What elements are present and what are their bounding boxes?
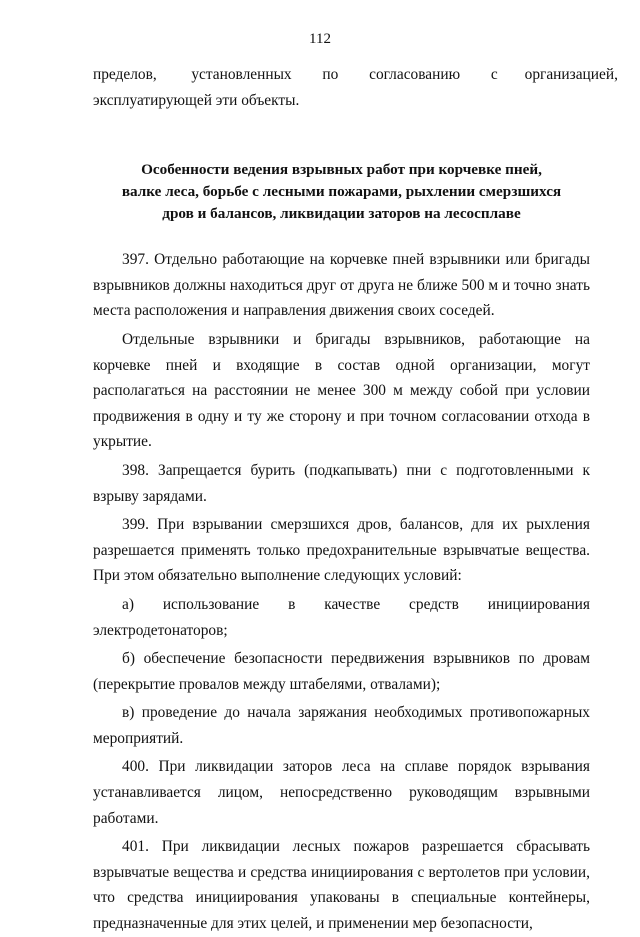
section-heading-line-2: валке леса, борьбе с лесными пожарами, рыхлении смерзшихся [121, 183, 562, 201]
paragraph-399-a: а) использование в качестве средств инициирования электродетонаторов; [93, 595, 590, 639]
paragraph-400: 400. При ликвидации заторов леса на сплаве порядок взрывания устанавливается лицом, непосредственно руководящим взрывными работами. [93, 758, 590, 827]
paragraph-401: 401. При ликвидации лесных пожаров разрешается сбрасывать взрывчатые вещества и средства инициирования с вертолетов при условии, что средства инициирования упакованы в специальные контейнеры, предназначенные для этих целей, и применении мер безопасности, [93, 838, 590, 933]
page-number: 112 [309, 31, 331, 47]
paragraph-398: 398. Запрещается бурить (подкапывать) пни с подготовленными к взрыву зарядами. [93, 461, 590, 505]
document-body [93, 62, 618, 937]
section-heading [93, 159, 590, 225]
section-heading-line-3: дров и балансов, ликвидации заторов на лесосплаве [162, 205, 521, 223]
paragraph-397: 397. Отдельно работающие на корчевке пней взрывники или бригады взрывников должны находиться друг от друга не ближе 500 м и точно знать места расположения и направления движения своих соседей. [93, 251, 590, 320]
paragraph-397-continued: Отдельные взрывники и бригады взрывников, работающие на корчевке пней и входящие в состав одной организации, могут располагаться на расстоянии не менее 300 м между собой при условии продвижения в одну и ту же сторону и при точном согласовании отхода в укрытие. [93, 330, 590, 451]
paragraph-399-b: б) обеспечение безопасности передвижения взрывников по дровам (перекрытие провалов между штабелями, отвалами); [93, 650, 590, 693]
section-heading-line-1: Особенности ведения взрывных работ при корчевке пней, [141, 161, 542, 179]
intro-line-2: эксплуатирующей эти объекты. [93, 91, 300, 109]
heading-spacer [93, 225, 590, 247]
paragraph-399-c: в) проведение до начала заряжания необходимых противопожарных мероприятий. [93, 704, 590, 747]
paragraph-399: 399. При взрывании смерзшихся дров, балансов, для их рыхления разрешается применять только предохранительные взрывчатые вещества. При этом обязательно выполнение следующих условий: [93, 516, 590, 585]
intro-line-1: пределов, установленных по согласованию с организацией, [93, 66, 618, 83]
